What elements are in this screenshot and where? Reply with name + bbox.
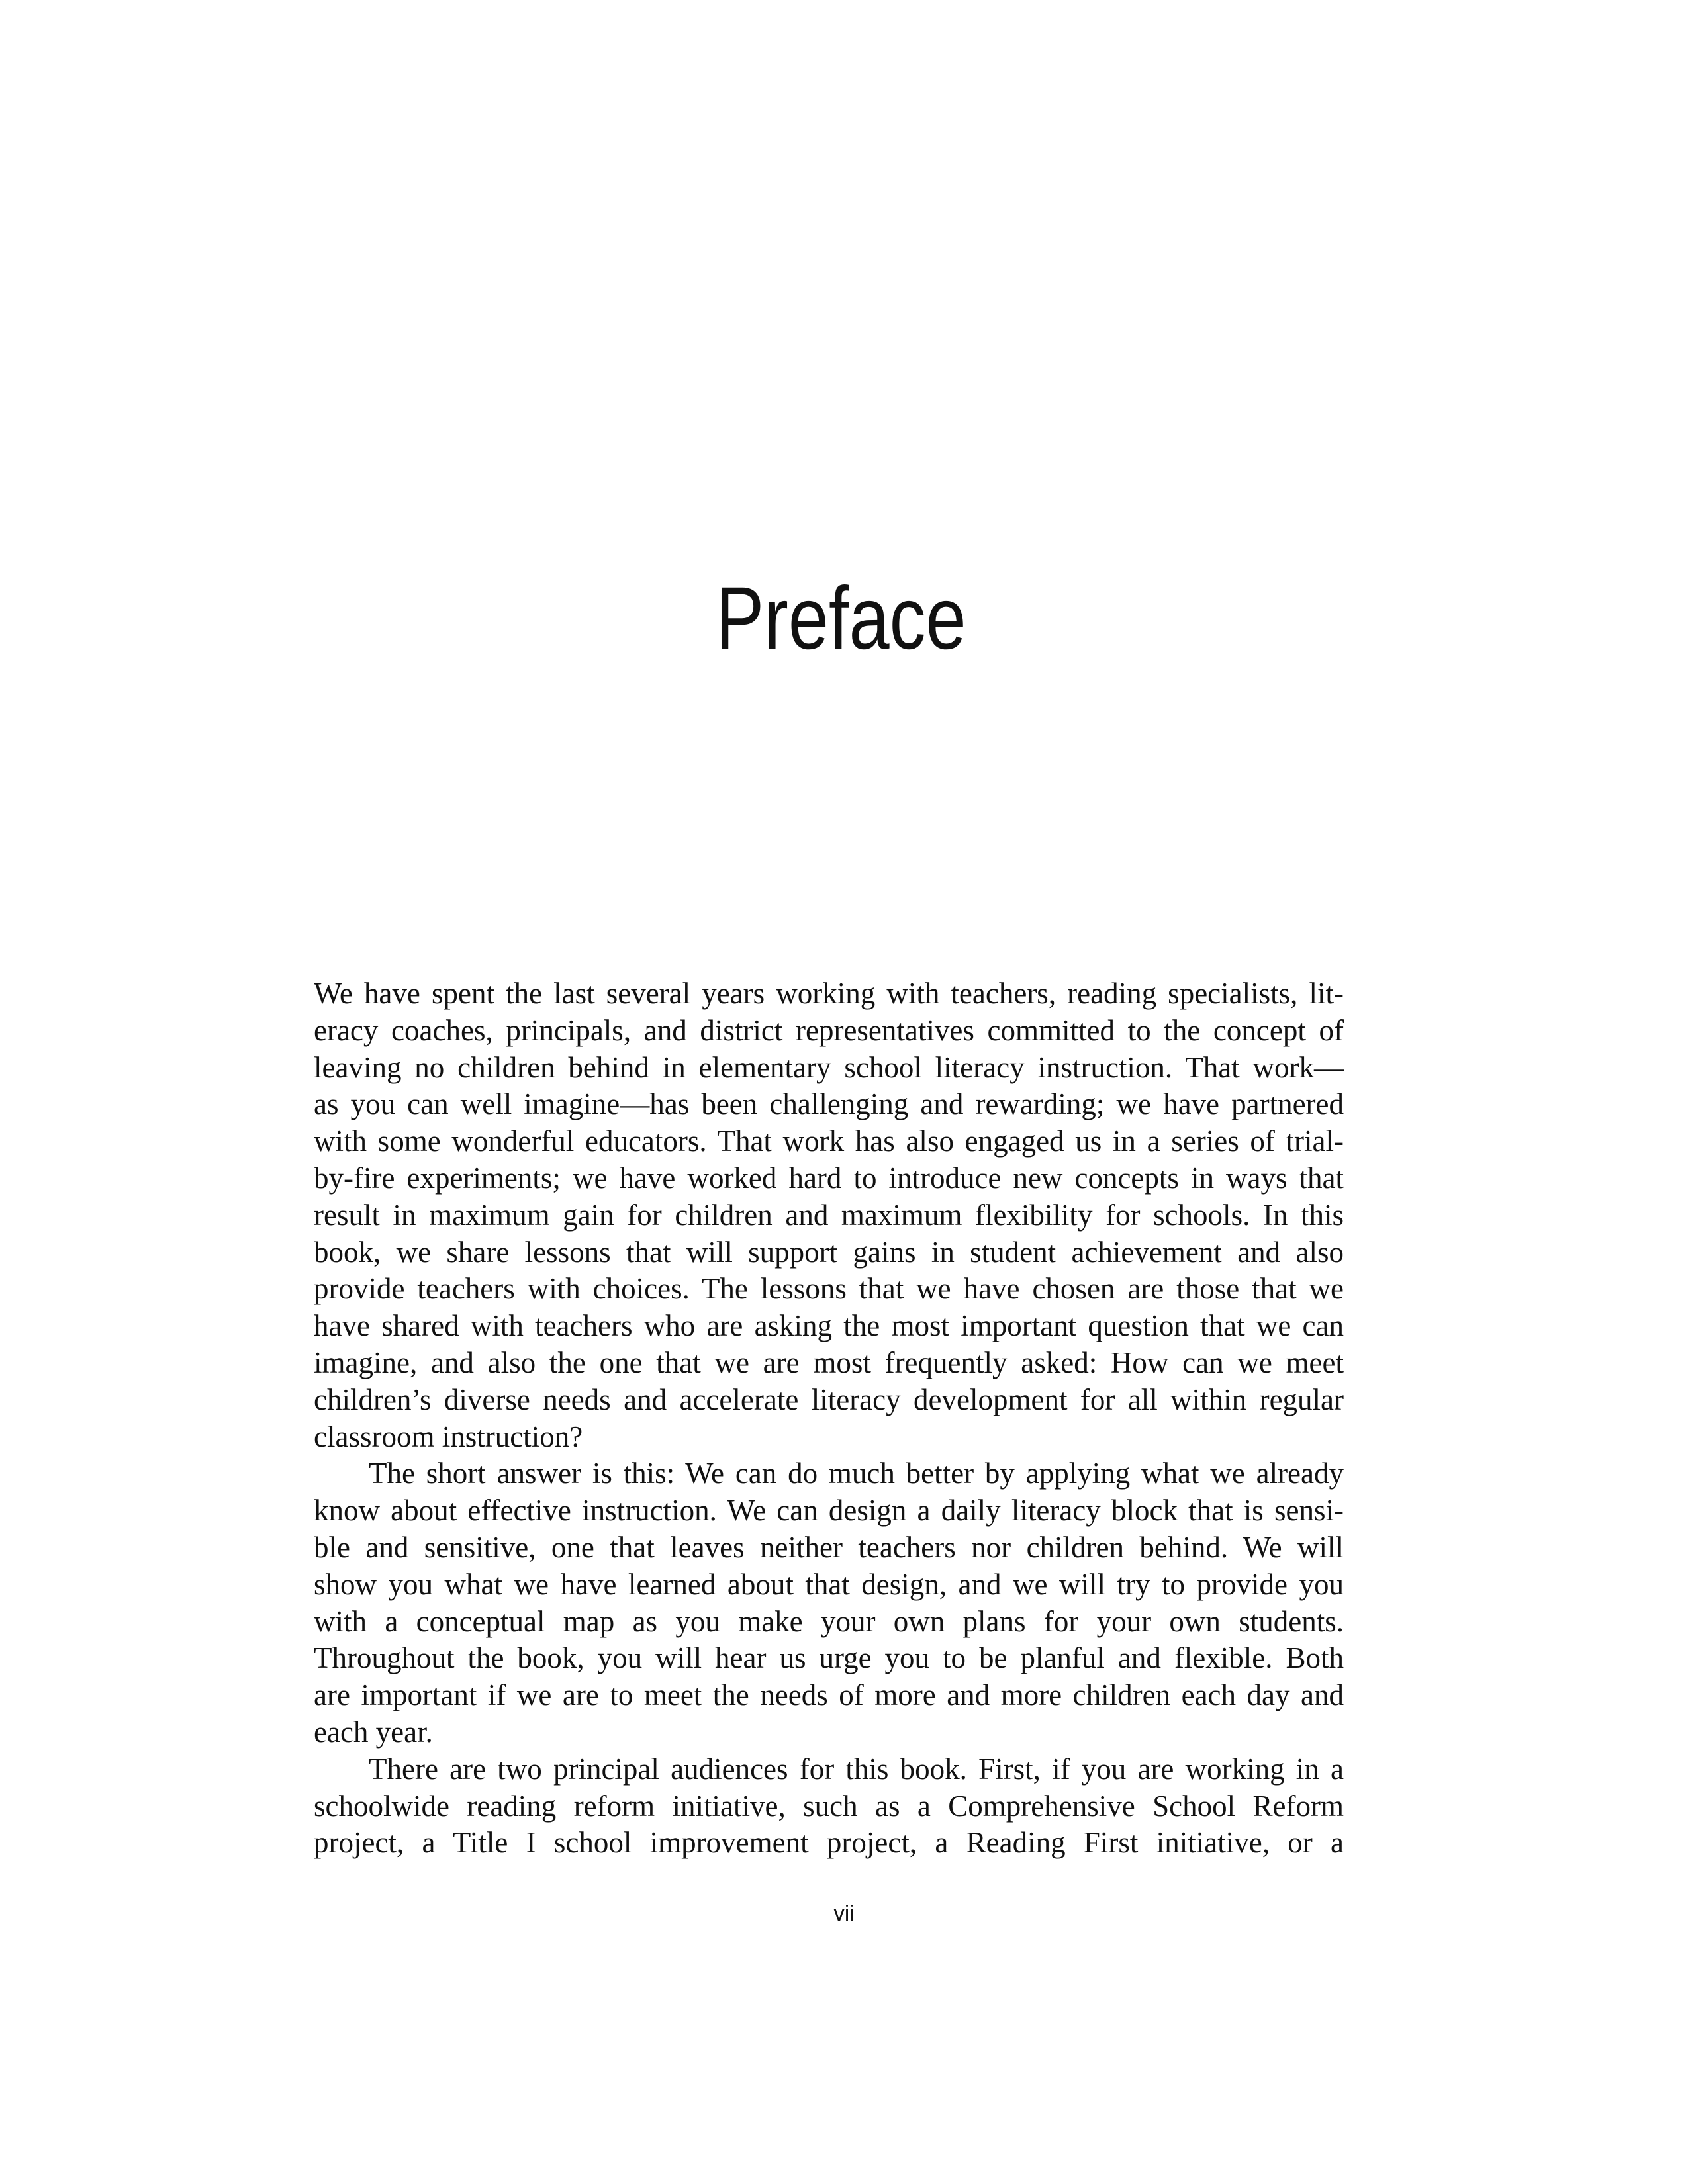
page-title: Preface: [715, 569, 966, 668]
text-line: classroom instruction?: [314, 1420, 583, 1453]
text-line: each year.: [314, 1715, 433, 1749]
text-line: with a conceptual map as you make your own plans for your own students.: [314, 1604, 1344, 1638]
text-line: The short answer is this: We can do much better by applying what we already: [369, 1457, 1344, 1490]
text-line: as you can well imagine—has been challenging and rewarding; we have partnered: [314, 1087, 1344, 1121]
text-line: show you what we have learned about that design, and we will try to provide you: [314, 1567, 1344, 1601]
text-line: project, a Title I school improvement project, a Reading First initiative, or a: [314, 1826, 1344, 1860]
text-line: schoolwide reading reform initiative, such as a Comprehensive School Reform: [314, 1789, 1344, 1823]
body-text: [314, 976, 1344, 1862]
paragraph: [314, 1751, 1344, 1862]
text-line: book, we share lessons that will support gains in student achievement and also: [314, 1235, 1344, 1269]
text-line: by-fire experiments; we have worked hard to introduce new concepts in ways that: [314, 1161, 1344, 1195]
paragraph: [314, 1455, 1344, 1751]
text-line: result in maximum gain for children and maximum flexibility for schools. In this: [314, 1198, 1344, 1232]
text-line: imagine, and also the one that we are most frequently asked: How can we meet: [314, 1345, 1344, 1379]
text-line: with some wonderful educators. That work has also engaged us in a series of trial-: [314, 1124, 1344, 1158]
text-line: We have spent the last several years working with teachers, reading specialists, lit-: [314, 977, 1344, 1010]
text-line: Throughout the book, you will hear us urge you to be planful and flexible. Both: [314, 1641, 1344, 1675]
text-line: have shared with teachers who are asking the most important question that we can: [314, 1309, 1344, 1343]
text-line: children’s diverse needs and accelerate literacy development for all within regular: [314, 1383, 1344, 1416]
text-line: are important if we are to meet the needs of more and more children each day and: [314, 1678, 1344, 1712]
text-line: know about effective instruction. We can design a daily literacy block that is sensi-: [314, 1494, 1344, 1527]
text-line: ble and sensitive, one that leaves neither teachers nor children behind. We will: [314, 1530, 1344, 1564]
text-line: eracy coaches, principals, and district representatives committed to the concept of: [314, 1013, 1344, 1047]
paragraph: [314, 976, 1344, 1455]
text-line: leaving no children behind in elementary school literacy instruction. That work—: [314, 1050, 1344, 1084]
text-line: provide teachers with choices. The lessons that we have chosen are those that we: [314, 1272, 1344, 1306]
page-number: vii: [833, 1901, 855, 1925]
text-line: There are two principal audiences for this book. First, if you are working in a: [369, 1752, 1344, 1786]
